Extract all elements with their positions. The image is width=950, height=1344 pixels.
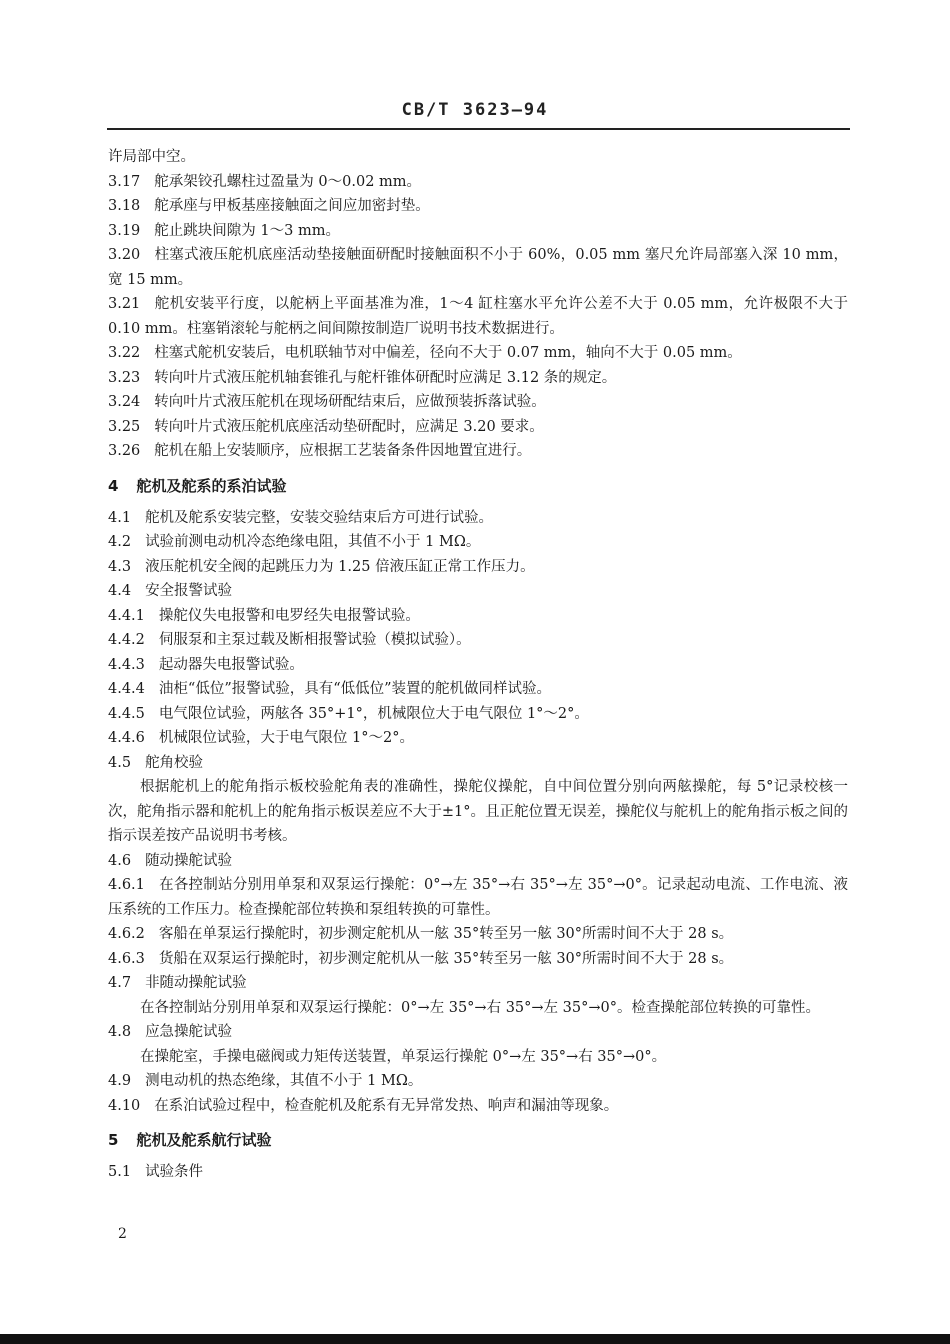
clause-number: 4.6 [108,852,132,869]
clause-number: 4.4.4 [108,681,145,697]
clause-text: 转向叶片式液压舵机轴套锥孔与舵杆锥体研配时应满足 3.12 条的规定。 [154,369,617,386]
clause-number: 3.26 [108,443,141,459]
clause-3-26 [108,439,848,464]
page-number: 2 [118,1226,127,1242]
standard-code-header: CB/T 3623—94 [401,100,549,120]
section-number: 4 [108,476,119,495]
clause-number: 3.25 [108,418,141,435]
clause-3-17 [108,170,848,195]
clause-text: 起动器失电报警试验。 [158,656,304,673]
clause-4-8 [108,1020,848,1045]
clause-number: 3.21 [108,296,141,312]
clause-text: 舵机及舵系安装完整，安装交验结束后方可进行试验。 [145,509,494,526]
clause-4-6-3 [108,947,848,972]
clause-number: 3.19 [108,222,141,239]
clause-text: 机械限位试验，大于电气限位 1°～2°。 [158,730,414,746]
clause-text: 油柜“低位”报警试验，具有“低低位”装置的舵机做同样试验。 [158,681,552,697]
clause-text: 舵承座与甲板基座接触面之间应加密封垫。 [154,198,430,214]
paragraph [108,145,848,170]
clause-number: 4.4.1 [108,607,145,624]
clause-3-22 [108,341,848,366]
clause-text: 随动操舵试验 [145,852,233,869]
clause-number: 4.4.5 [108,705,145,722]
clause-4-3 [108,555,848,580]
paragraph-4-7-body [108,996,848,1021]
clause-number: 4.3 [108,558,132,575]
clause-text: 转向叶片式液压舵机底座活动垫研配时，应满足 3.20 要求。 [154,418,544,435]
header-rule [107,128,850,130]
clause-text: 柱塞式舵机安装后，电机联轴节对中偏差，径向不大于 0.07 mm，轴向不大于 0.05 mm。 [154,345,742,361]
clause-number: 4.1 [108,509,132,526]
clause-4-4 [108,579,848,604]
clause-4-10 [108,1094,848,1119]
clause-4-5 [108,751,848,776]
clause-number: 4.7 [108,975,132,991]
clause-number: 3.22 [108,345,141,361]
clause-number: 5.1 [108,1164,132,1180]
clause-3-20 [108,243,848,292]
clause-text: 舵承架铰孔螺柱过盈量为 0～0.02 mm。 [154,173,422,190]
clause-4-9 [108,1069,848,1094]
clause-text: 电气限位试验，两舷各 35°+1°，机械限位大于电气限位 1°～2°。 [158,705,589,722]
section-heading-5 [108,1128,848,1152]
clause-text: 非随动操舵试验 [145,975,247,991]
clause-text: 舵止跳块间隙为 1～3 mm。 [154,222,340,239]
paragraph-text: 许局部中空。 [108,149,195,165]
clause-text: 试验前测电动机冷态绝缘电阻，其值不小于 1 MΩ。 [145,534,481,550]
clause-number: 3.23 [108,369,141,386]
clause-4-2 [108,530,848,555]
clause-number: 4.6.1 [108,877,145,893]
clause-4-6-1 [108,873,848,922]
clause-3-24 [108,390,848,415]
clause-4-4-4 [108,677,848,702]
clause-number: 4.4.3 [108,656,145,673]
clause-3-23 [108,366,848,391]
clause-text: 液压舵机安全阀的起跳压力为 1.25 倍液压缸正常工作压力。 [145,558,535,575]
clause-3-18 [108,194,848,219]
clause-4-4-3 [108,653,848,678]
clause-number: 3.18 [108,198,141,214]
clause-text: 在各控制站分别用单泵和双泵运行操舵：0°→左 35°→右 35°→左 35°→0°。记录起动电流、工作电流、液压系统的工作压力。检查操舵部位转换和泵组转换的可靠性。 [108,877,848,918]
clause-4-7 [108,971,848,996]
clause-4-4-6 [108,726,848,751]
clause-text: 舵机安装平行度，以舵柄上平面基准为准，1～4 缸柱塞水平允许公差不大于 0.05 mm，允许极限不大于 0.10 mm。柱塞销滚轮与舵柄之间间隙按制造厂说明书技术数据进行。 [108,296,848,337]
clause-text: 货船在双泵运行操舵时，初步测定舵机从一舷 35°转至另一舷 30°所需时间不大于 28 s。 [158,950,734,967]
paragraph-text: 在操舵室，手操电磁阀或力矩传送装置，单泵运行操舵 0°→左 35°→右 35°→0°。 [140,1048,667,1065]
paragraph-4-5-body [108,775,848,849]
clause-text: 舵角校验 [145,754,204,771]
clause-3-21 [108,292,848,341]
clause-number: 3.24 [108,394,141,410]
paragraph-text: 根据舵机上的舵角指示板校验舵角表的准确性，操舵仪操舵，自中间位置分别向两舷操舵，每 5°记录校核一次，舵角指示器和舵机上的舵角指示板误差应不大于±1°。且正舵位置无误差，操舵仪与舵机上的舵角指示板之间的指示误差按产品说明书考核。 [108,779,848,844]
clause-text: 测电动机的热态绝缘，其值不小于 1 MΩ。 [145,1073,423,1089]
section-number: 5 [108,1131,119,1149]
document-body [108,145,848,1185]
clause-text: 应急操舵试验 [145,1024,233,1040]
clause-number: 4.10 [108,1097,141,1114]
clause-text: 在系泊试验过程中，检查舵机及舵系有无异常发热、响声和漏油等现象。 [154,1097,619,1114]
section-title: 舵机及舵系的系泊试验 [136,476,287,495]
clause-4-4-1 [108,604,848,629]
clause-text: 舵机在船上安装顺序，应根据工艺装备条件因地置宜进行。 [154,443,532,459]
clause-number: 4.4 [108,583,132,599]
clause-text: 柱塞式液压舵机底座活动垫接触面研配时接触面积不小于 60%，0.05 mm 塞尺允许局部塞入深 10 mm，宽 15 mm。 [108,247,848,288]
clause-4-6-2 [108,922,848,947]
section-title: 舵机及舵系航行试验 [136,1131,272,1149]
clause-3-25 [108,415,848,440]
page-bottom-border [0,1334,950,1344]
clause-text: 试验条件 [145,1164,204,1180]
clause-text: 安全报警试验 [145,583,233,599]
clause-text: 客船在单泵运行操舵时，初步测定舵机从一舷 35°转至另一舷 30°所需时间不大于 28 s。 [158,926,734,942]
clause-number: 4.8 [108,1024,132,1040]
clause-number: 4.2 [108,534,132,550]
clause-4-1 [108,506,848,531]
clause-number: 4.9 [108,1073,132,1089]
clause-number: 4.4.6 [108,730,145,746]
clause-number: 4.4.2 [108,632,145,648]
clause-text: 操舵仪失电报警和电罗经失电报警试验。 [158,607,420,624]
clause-4-6 [108,849,848,874]
clause-text: 转向叶片式液压舵机在现场研配结束后，应做预装拆落试验。 [154,394,546,410]
clause-4-4-5 [108,702,848,727]
paragraph-text: 在各控制站分别用单泵和双泵运行操舵：0°→左 35°→右 35°→左 35°→0°。检查操舵部位转换的可靠性。 [140,999,820,1016]
section-heading-4 [108,474,848,498]
clause-5-1 [108,1160,848,1185]
clause-number: 3.17 [108,173,141,190]
clause-4-4-2 [108,628,848,653]
clause-text: 伺服泵和主泵过载及断相报警试验（模拟试验）。 [158,632,471,648]
clause-number: 3.20 [108,247,141,263]
clause-3-19 [108,219,848,244]
paragraph-4-8-body [108,1045,848,1070]
clause-number: 4.6.2 [108,926,145,942]
clause-number: 4.5 [108,754,132,771]
clause-number: 4.6.3 [108,950,145,967]
